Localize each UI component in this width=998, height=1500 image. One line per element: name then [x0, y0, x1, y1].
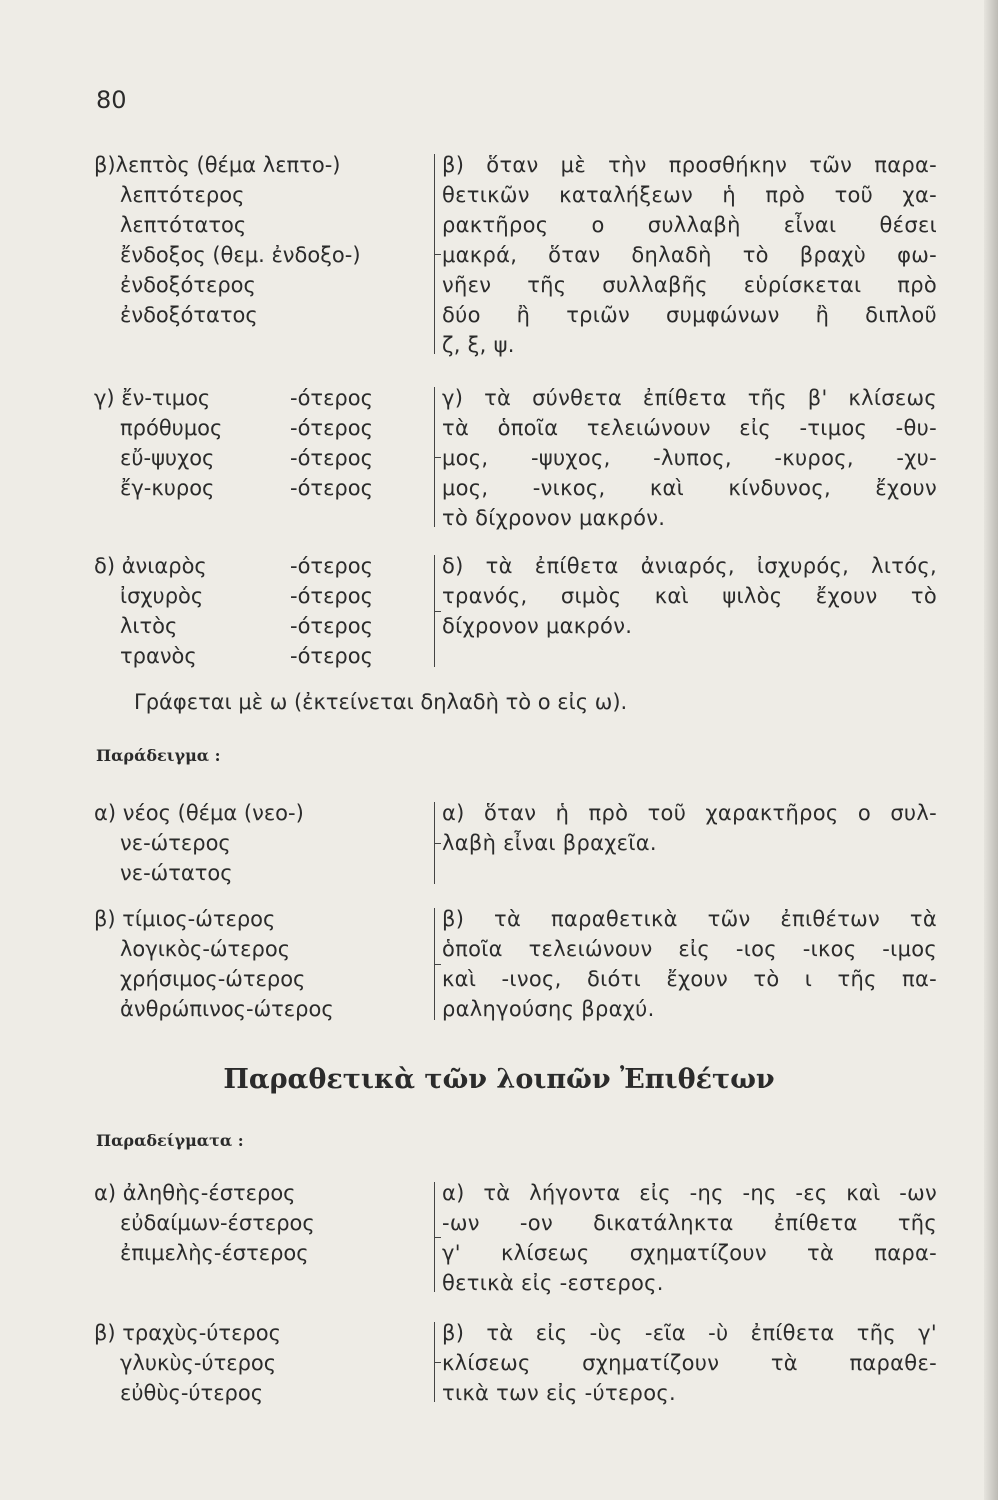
- rule-line: μος, -ψυχος, -λυπος, -κυρος, -χυ-: [442, 446, 937, 470]
- word-list: [94, 150, 361, 330]
- suffix: -ότερος: [290, 476, 373, 500]
- brace: [424, 154, 435, 354]
- rule-line: γ) τὰ σύνθετα ἐπίθετα τῆς β' κλίσεως: [442, 386, 937, 410]
- word-line: α) ἀληθὴς-έστερος: [94, 1181, 296, 1205]
- word-line: β) τραχὺς-ύτερος: [94, 1321, 281, 1345]
- rule-text: [442, 1318, 937, 1408]
- suffix: -ότερος: [290, 554, 373, 578]
- suffix: -ότερος: [290, 644, 373, 668]
- section-gamma-1: [94, 383, 954, 533]
- word: τρανὸς: [120, 644, 197, 668]
- rule-line: κλίσεως σχηματίζουν τὰ παραθε-: [442, 1351, 937, 1375]
- rule-line: δύο ἢ τριῶν συμφώνων ἢ διπλοῦ: [442, 303, 937, 327]
- page-number: 80: [96, 86, 127, 114]
- rule-line: νῆεν τῆς συλλαβῆς εὑρίσκεται πρὸ: [442, 273, 937, 297]
- word-line: β)λεπτὸς (θέμα λεπτο-): [94, 153, 341, 177]
- word-line: β) τίμιος-ώτερος: [94, 907, 276, 931]
- example-label: Παράδειγμα :: [96, 746, 221, 765]
- word: εὔ-ψυχος: [120, 446, 215, 470]
- word-line: νε-ώτατος: [120, 861, 233, 885]
- rule-text: [442, 383, 937, 533]
- rule-line: καὶ -ινος, διότι ἔχουν τὸ ι τῆς πα-: [442, 967, 937, 991]
- section-beta-1: [94, 150, 954, 365]
- rule-line: δίχρονον μακρόν.: [442, 614, 633, 638]
- word-list: [94, 904, 334, 1024]
- word-line: εὐδαίμων-έστερος: [120, 1211, 315, 1235]
- word-list: [94, 798, 304, 888]
- word-line: λεπτότερος: [120, 183, 245, 207]
- word-line: ἐπιμελὴς-έστερος: [120, 1241, 309, 1265]
- rule-text: [442, 798, 937, 858]
- word-line: γλυκὺς-ύτερος: [120, 1351, 277, 1375]
- rule-line: θετικὰ εἰς -εστερος.: [442, 1271, 664, 1295]
- section-beta-2: [94, 904, 954, 1029]
- section-heading: Παραθετικὰ τῶν λοιπῶν Ἐπιθέτων: [223, 1064, 775, 1095]
- rule-line: τὸ δίχρονον μακρόν.: [442, 506, 666, 530]
- suffix: -ότερος: [290, 386, 373, 410]
- section-delta-1: [94, 551, 954, 673]
- section-beta-3: [94, 1318, 954, 1413]
- word-line: ἐνδοξότερος: [120, 273, 256, 297]
- rule-line: α) τὰ λήγοντα εἰς -ης -ης -ες καὶ -ων: [442, 1181, 937, 1205]
- rule-line: -ων -ον δικατάληκτα ἐπίθετα τῆς: [442, 1211, 937, 1235]
- suffix: -ότερος: [290, 614, 373, 638]
- brace: [424, 802, 435, 884]
- suffix: -ότερος: [290, 446, 373, 470]
- section-alpha-3: [94, 1178, 954, 1298]
- word-line: νε-ώτερος: [120, 831, 231, 855]
- word-list: [94, 1178, 315, 1268]
- word: ἰσχυρὸς: [120, 584, 204, 608]
- rule-line: μακρά, ὅταν δηλαδὴ τὸ βραχὺ φω-: [442, 243, 937, 267]
- rule-line: μος, -νικος, καὶ κίνδυνος, ἔχουν: [442, 476, 937, 500]
- rule-line: δ) τὰ ἐπίθετα ἀνιαρός, ἰσχυρός, λιτός,: [442, 554, 937, 578]
- word-line: εὐθὺς-ύτερος: [120, 1381, 264, 1405]
- word-list: [94, 551, 414, 671]
- rule-line: ὁποῖα τελειώνουν εἰς -ιος -ικος -ιμος: [442, 937, 937, 961]
- rule-line: τικὰ των εἰς -ύτερος.: [442, 1381, 676, 1405]
- brace: [424, 555, 435, 667]
- word: ἔγ-κυρος: [120, 476, 215, 500]
- rule-line: β) τὰ εἰς -ὺς -εῖα -ὺ ἐπίθετα τῆς γ': [442, 1321, 937, 1345]
- word-line: λεπτότατος: [120, 213, 247, 237]
- word: δ) ἀνιαρὸς: [94, 554, 207, 578]
- rule-line: τρανός, σιμὸς καὶ ψιλὸς ἔχουν τὸ: [442, 584, 937, 608]
- rule-line: ρακτῆρος ο συλλαβὴ εἶναι θέσει: [442, 213, 937, 237]
- rule-line: ραληγούσης βραχύ.: [442, 997, 655, 1021]
- word-line: λογικὸς-ώτερος: [120, 937, 291, 961]
- brace: [424, 908, 435, 1020]
- rule-line: β) ὅταν μὲ τὴν προσθήκην τῶν παρα-: [442, 153, 937, 177]
- rule-line: τὰ ὁποῖα τελειώνουν εἰς -τιμος -θυ-: [442, 416, 937, 440]
- rule-text: [442, 1178, 937, 1298]
- word-list: [94, 1318, 281, 1408]
- word-line: ἔνδοξος (θεμ. ἐνδοξο-): [120, 243, 361, 267]
- word-line: α) νέος (θέμα (νεο-): [94, 801, 304, 825]
- rule-line: α) ὅταν ἡ πρὸ τοῦ χαρακτῆρος ο συλ-: [442, 801, 937, 825]
- rule-line: ζ, ξ, ψ.: [442, 333, 515, 357]
- examples-label: Παραδείγματα :: [96, 1131, 244, 1150]
- suffix: -ότερος: [290, 416, 373, 440]
- word-list: [94, 383, 414, 503]
- brace: [424, 1322, 435, 1402]
- word-line: ἐνδοξότατος: [120, 303, 258, 327]
- rule-line: γ' κλίσεως σχηματίζουν τὰ παρα-: [442, 1241, 937, 1265]
- word-line: ἀνθρώπινος-ώτερος: [120, 997, 334, 1021]
- spelling-note: Γράφεται μὲ ω (ἐκτείνεται δηλαδὴ τὸ ο εἰς ω).: [134, 690, 628, 714]
- word: πρόθυμος: [120, 416, 223, 440]
- rule-line: λαβὴ εἶναι βραχεῖα.: [442, 831, 657, 855]
- rule-line: β) τὰ παραθετικὰ τῶν ἐπιθέτων τὰ: [442, 907, 937, 931]
- section-alpha-2: [94, 798, 954, 893]
- rule-text: [442, 551, 937, 641]
- word: λιτὸς: [120, 614, 178, 638]
- brace: [424, 387, 435, 527]
- page-edge-shadow: [984, 0, 998, 1500]
- word: γ) ἔν-τιμος: [94, 386, 211, 410]
- rule-line: θετικῶν καταλήξεων ἡ πρὸ τοῦ χα-: [442, 183, 937, 207]
- suffix: -ότερος: [290, 584, 373, 608]
- word-line: χρήσιμος-ώτερος: [120, 967, 306, 991]
- rule-text: [442, 904, 937, 1024]
- brace: [424, 1182, 435, 1292]
- rule-text: [442, 150, 937, 360]
